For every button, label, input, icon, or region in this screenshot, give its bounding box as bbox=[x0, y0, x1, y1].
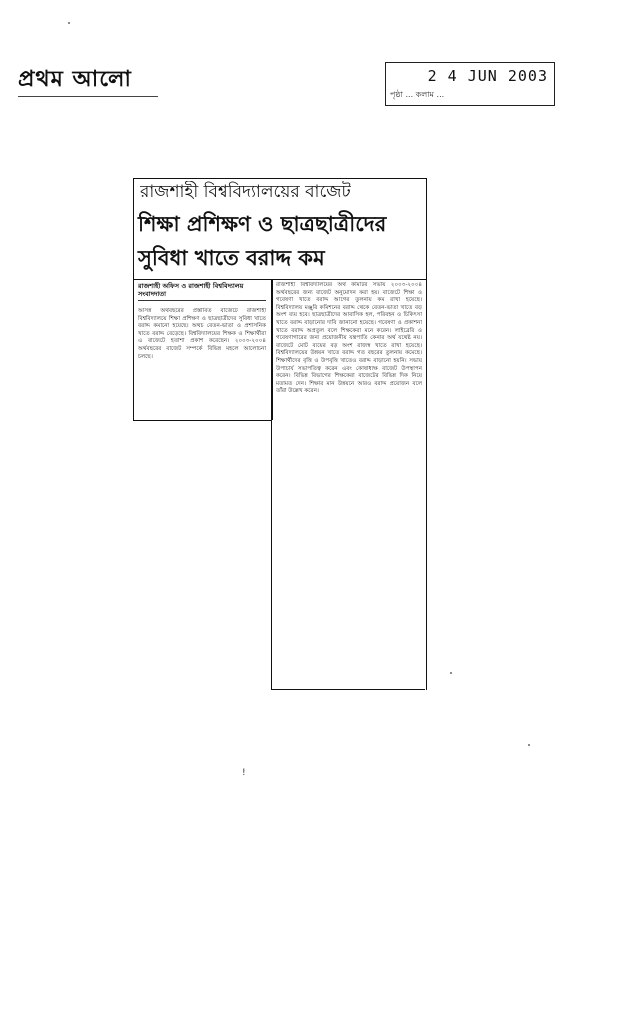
scan-speck bbox=[68, 22, 70, 24]
page-mark: ! bbox=[242, 768, 246, 778]
masthead-underline bbox=[18, 96, 158, 97]
right-column-text: রাজশাহী বিশ্ববিদ্যালয়ের অর্থ কমিটির সভায় ২০০৩-২০০৪ অর্থবছরের জন্য বাজেট অনুমোদন করা হয়। বাজেটে শিক্ষা ও গবেষণা খাতে বরাদ্দ আগের তুলনায় কম রাখা হয়েছে। বিশ্ববিদ্যালয় মঞ্জুরি কমিশনের বরাদ্দ থেকে বেতন-ভাতা খাতে বড় অংশ ব্যয় হবে। ছাত্রছাত্রীদের আবাসিক হল, পরিবহন ও চিকিৎসা খাতে বরাদ্দ বাড়ানোর দাবি জানানো হয়েছে। গবেষণা ও প্রকাশনা খাতে বরাদ্দ অপ্রতুল বলে শিক্ষকেরা মনে করেন। লাইব্রেরি ও গবেষণাগারের জন্য প্রয়োজনীয় যন্ত্রপাতি কেনার অর্থ যথেষ্ট নয়। বাজেটে মোট ব্যয়ের বড় অংশ রাজস্ব খাতে রাখা হয়েছে। বিশ্ববিদ্যালয়ের উন্নয়ন খাতে বরাদ্দ গত বছরের তুলনায় কমেছে। শিক্ষার্থীদের বৃত্তি ও উপবৃত্তি খাতেও বরাদ্দ বাড়ানো হয়নি। সভায় উপাচার্য সভাপতিত্ব করেন এবং কোষাধ্যক্ষ বাজেট উপস্থাপন করেন। বিভিন্ন বিভাগের শিক্ষকেরা বাজেটের বিভিন্ন দিক নিয়ে মতামত দেন। শিক্ষার মান উন্নয়নে আরও বরাদ্দ প্রয়োজন বলে তাঁরা উল্লেখ করেন। bbox=[276, 282, 422, 395]
date-stamp bbox=[385, 62, 555, 106]
left-column-text: আসন্ন অর্থবছরের প্রস্তাবিত বাজেটে রাজশাহী বিশ্ববিদ্যালয়ে শিক্ষা প্রশিক্ষণ ও ছাত্রছাত্রীদের সুবিধা খাতে বরাদ্দ কমানো হয়েছে। অথচ বেতন-ভাতা ও প্রশাসনিক খাতে বরাদ্দ বেড়েছে। বিশ্ববিদ্যালয়ের শিক্ষক ও শিক্ষার্থীরা এ বাজেটে হতাশা প্রকাশ করেছেন। ২০০৩-২০০৪ অর্থবছরের বাজেট সম্পর্কে বিভিন্ন মহলে আলোচনা চলছে। bbox=[138, 308, 266, 360]
clipping-headline-box bbox=[133, 178, 427, 280]
scan-speck bbox=[528, 744, 530, 746]
right-column-bottom-rule bbox=[271, 689, 425, 690]
byline: রাজশাহী অফিস ও রাজশাহী বিশ্ববিদ্যালয় সংবাদদাতা bbox=[138, 282, 266, 301]
left-column-bottom-rule bbox=[133, 420, 271, 421]
headline-kicker: রাজশাহী বিশ্ববিদ্যালয়ের বাজেট bbox=[140, 182, 351, 202]
article-left-column bbox=[133, 280, 273, 420]
article-right-column bbox=[271, 280, 427, 690]
stamp-date: 2 4 JUN 2003 bbox=[427, 67, 548, 85]
newspaper-masthead: প্রথম আলো bbox=[18, 67, 132, 92]
scan-speck bbox=[450, 672, 452, 674]
stamp-sub-label: পৃষ্ঠা ... কলাম ... bbox=[390, 90, 445, 99]
headline-main: শিক্ষা প্রশিক্ষণ ও ছাত্রছাত্রীদের সুবিধা খাতে বরাদ্দ কম bbox=[138, 212, 387, 270]
